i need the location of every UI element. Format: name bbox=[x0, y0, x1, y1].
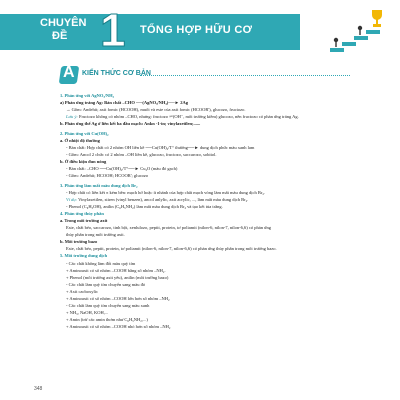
text-line: + Phenol (môi trường axit yếu), anilin (môi trường bazo) bbox=[66, 274, 169, 280]
text-line: + Amin (trừ các amin thơm như C₆H₅NH₂,...) bbox=[66, 317, 148, 323]
document-body bbox=[60, 92, 350, 330]
subsection-heading: a) Phản ứng tráng Ag: Bản chất –CHO ──(AgNO₃/NH₃)──► 2Ag bbox=[60, 100, 188, 106]
chapter-label-de: ĐỀ bbox=[52, 30, 68, 42]
text-line: - Bản chất: Hợp chất có 2 nhóm OH liền kề ──Cu(OH)₂/T° thường──► dung dịch phức màu xanh lam bbox=[66, 144, 255, 150]
text-line: Este, chất béo, saccarozo, tinh bột, xenlulozo, peptit, protein, tơ poliamit (nilon-6, nilon-7, nilon-6,6) có phản ứng bbox=[66, 225, 272, 231]
section-heading: 4. Phản ứng thủy phân bbox=[60, 210, 104, 216]
text-line: Lưu ý: Fructozo không có nhóm –CHO, nhưng: fructozo ⇌(OH⁻, môi trường kiềm) glucozo, nên fructozo có phản ứng tráng Ag. bbox=[66, 114, 299, 120]
section-heading: 1. Phản ứng với AgNO₃/NH₃ bbox=[60, 93, 115, 98]
section-heading: 3. Phản ứng làm mất màu dung dịch Br₂ bbox=[60, 182, 138, 188]
subsection-heading: a. Trong môi trường axit bbox=[60, 217, 108, 223]
trophy-stairs-illustration bbox=[322, 4, 392, 60]
section-title: KIẾN THỨC CƠ BẢN bbox=[82, 70, 151, 77]
text-line: - Bản chất: –CHO ──Cu(OH)₂/T°──► Cu₂O (màu đỏ gạch) bbox=[66, 166, 178, 172]
subsection-heading: b. Ở điều kiện đun nóng bbox=[60, 159, 107, 165]
chapter-number: 1 bbox=[100, 4, 126, 56]
text-line: - Các chất không làm đổi màu quỳ tím bbox=[66, 260, 136, 266]
text-line: + Aminoaxit có số nhóm –COOH lớn hơn số nhóm –NH₂ bbox=[66, 296, 170, 301]
chapter-label-chuyen: CHUYÊN bbox=[40, 17, 87, 29]
chapter-label bbox=[40, 17, 88, 43]
section-heading: 2. Phản ứng với Cu(OH)₂ bbox=[60, 130, 109, 136]
text-line: - Phenol (C₆H₅OH), anilin (C₆H₅NH₂) làm mất màu dung dịch Br₂ và tạo kết tủa trắng. bbox=[66, 203, 223, 209]
text-line: - Các chất làm quỳ tím chuyển sang màu xanh bbox=[66, 303, 150, 309]
text-line: + NH₃, NaOH, KOH,... bbox=[66, 310, 109, 316]
text-line: - Gồm: Ancol 2 chức có 2 nhóm –OH liền kề, glucozo, fructozo, saccarozo, sobitol. bbox=[66, 151, 217, 157]
text-line: + Aminoaxit có số nhóm –COOH nhỏ hơn số nhóm –NH₂ bbox=[66, 324, 171, 330]
text-line: + Aminoaxit có số nhóm –COOH bằng số nhóm –NH₂. bbox=[66, 267, 166, 273]
text-line: Este, chất béo, peptit, protein, tơ poliamit (nilon-6, nilon-7, nilon-6,6) có phản ứng thủy phân trong môi trường bazo. bbox=[66, 246, 277, 252]
text-line: Ví dụ: Vinylaxetilen, stiren (vinyl benzen), ancol anlylic, axit acrylic, ..., làm mất màu dung dịch Br₂. bbox=[66, 196, 249, 202]
text-line: - Hợp chất có liên kết π kém bền: mạch hở hoặc ít nhánh của hợp chất mạch vòng làm mất màu dung dịch Br₂. bbox=[66, 189, 266, 195]
section-heading: 5. Môi trường dung dịch bbox=[60, 253, 108, 259]
text-line: - Các chất làm quỳ tím chuyển sang màu đỏ bbox=[66, 281, 146, 287]
chapter-banner bbox=[0, 0, 400, 64]
text-line: thủy phân trong môi trường axit. bbox=[66, 232, 125, 238]
page-number: 348 bbox=[34, 386, 43, 392]
subsection-heading: a. Ở nhiệt độ thường bbox=[60, 137, 100, 143]
text-line: → Gồm: Andehit; axit fomic (HCOOH), muối và este của axit fomic (HCOOR'), glucozo, fructozo. bbox=[66, 107, 246, 113]
subsection-heading: b. Phản ứng thế Ag ở liên kết ba đầu mạch: Ankn -1-in; vinylaxetilen;...... bbox=[60, 121, 201, 127]
chapter-title: TỔNG HỢP HỮU CƠ bbox=[140, 24, 253, 36]
text-line: - Gồm: Andehit; HCOOH; HCOOR'; glucozo bbox=[66, 173, 149, 179]
section-divider bbox=[140, 75, 350, 77]
text-line: + Axit cacboxylic bbox=[66, 288, 99, 294]
section-header bbox=[60, 64, 350, 84]
subsection-heading: b. Môi trường bazo bbox=[60, 239, 98, 245]
section-letter: A bbox=[63, 64, 75, 81]
